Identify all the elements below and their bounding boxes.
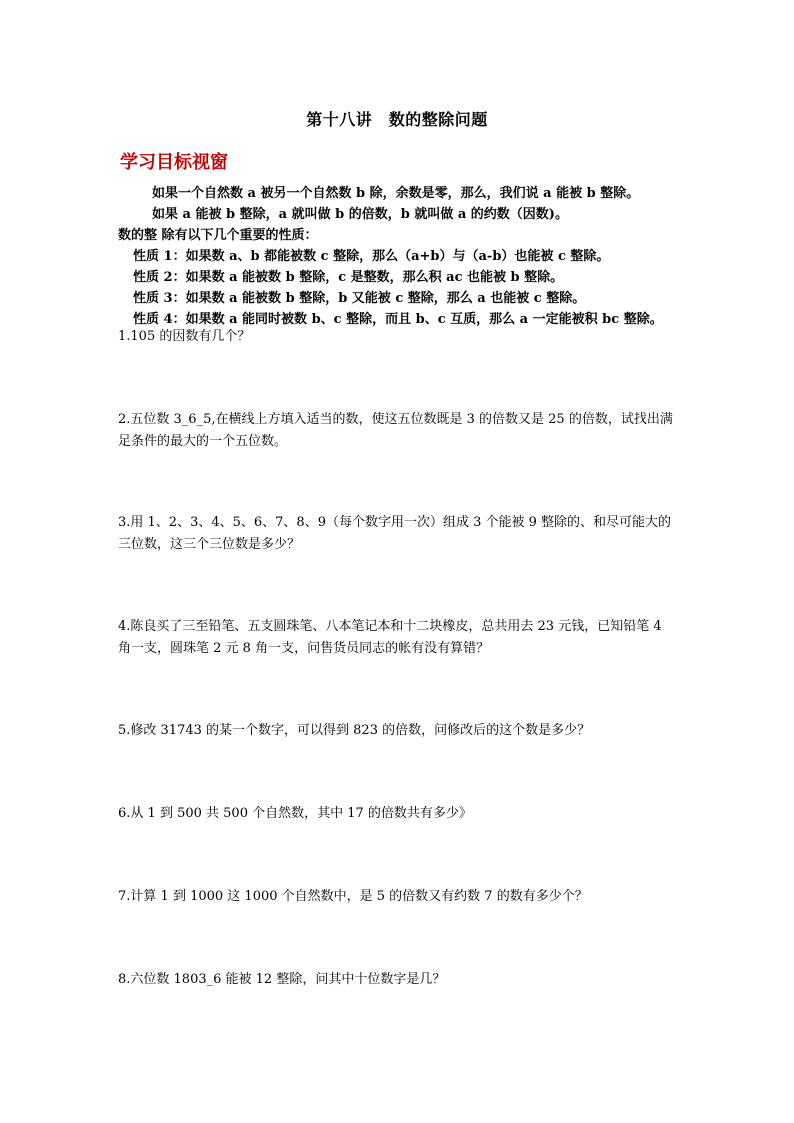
section-heading: 学习目标视窗 [120, 152, 228, 173]
question-2: 2.五位数 3_6_5,在横线上方填入适当的数，使这五位数既是 3 的倍数又是 25 的倍数，试找出满足条件的最大的一个五位数。 [118, 412, 673, 449]
question-1: 1.105 的因数有几个？ [118, 329, 251, 344]
intro-line-3: 数的整 除有以下几个重要的性质： [118, 228, 318, 243]
property-4: 性质 4：如果数 a 能同时被数 b、c 整除，而且 b、c 互质，那么 a 一定能被积 bc 整除。 [133, 312, 663, 327]
question-4: 4.陈良买了三至铅笔、五支圆珠笔、八本笔记本和十二块橡皮，总共用去 23 元钱，已知铅笔 4 角一支，圆珠笔 2 元 8 角一支，问售货员同志的帐有没有算错？ [118, 619, 662, 656]
question-6: 6.从 1 到 500 共 500 个自然数，其中 17 的倍数共有多少》 [118, 806, 472, 821]
property-2: 性质 2：如果数 a 能被数 b 整除，c 是整数，那么积 ac 也能被 b 整除。 [133, 270, 564, 285]
question-3: 3.用 1、2、3、4、5、6、7、8、9（每个数字用一次）组成 3 个能被 9 整除的、和尽可能大的三位数，这三个三位数是多少？ [118, 515, 672, 552]
property-3: 性质 3：如果数 a 能被数 b 整除，b 又能被 c 整除，那么 a 也能被 c 整除。 [133, 291, 586, 306]
question-5: 5.修改 31743 的某一个数字，可以得到 823 的倍数，问修改后的这个数是多少？ [118, 723, 591, 738]
intro-line-1: 如果一个自然数 a 被另一个自然数 b 除，余数是零，那么，我们说 a 能被 b 整除。 [152, 186, 640, 201]
intro-line-2: 如果 a 能被 b 整除，a 就叫做 b 的倍数，b 就叫做 a 的约数（因数)。 [152, 207, 568, 222]
page-title: 第十八讲 数的整除问题 [306, 110, 488, 129]
question-8: 8.六位数 1803_6 能被 12 整除，问其中十位数字是几？ [118, 972, 446, 987]
question-7: 7.计算 1 到 1000 这 1000 个自然数中，是 5 的倍数又有约数 7 的数有多少个？ [118, 889, 588, 904]
property-1: 性质 1：如果数 a、b 都能被数 c 整除，那么（a+b）与（a-b）也能被 c 整除。 [133, 249, 610, 264]
